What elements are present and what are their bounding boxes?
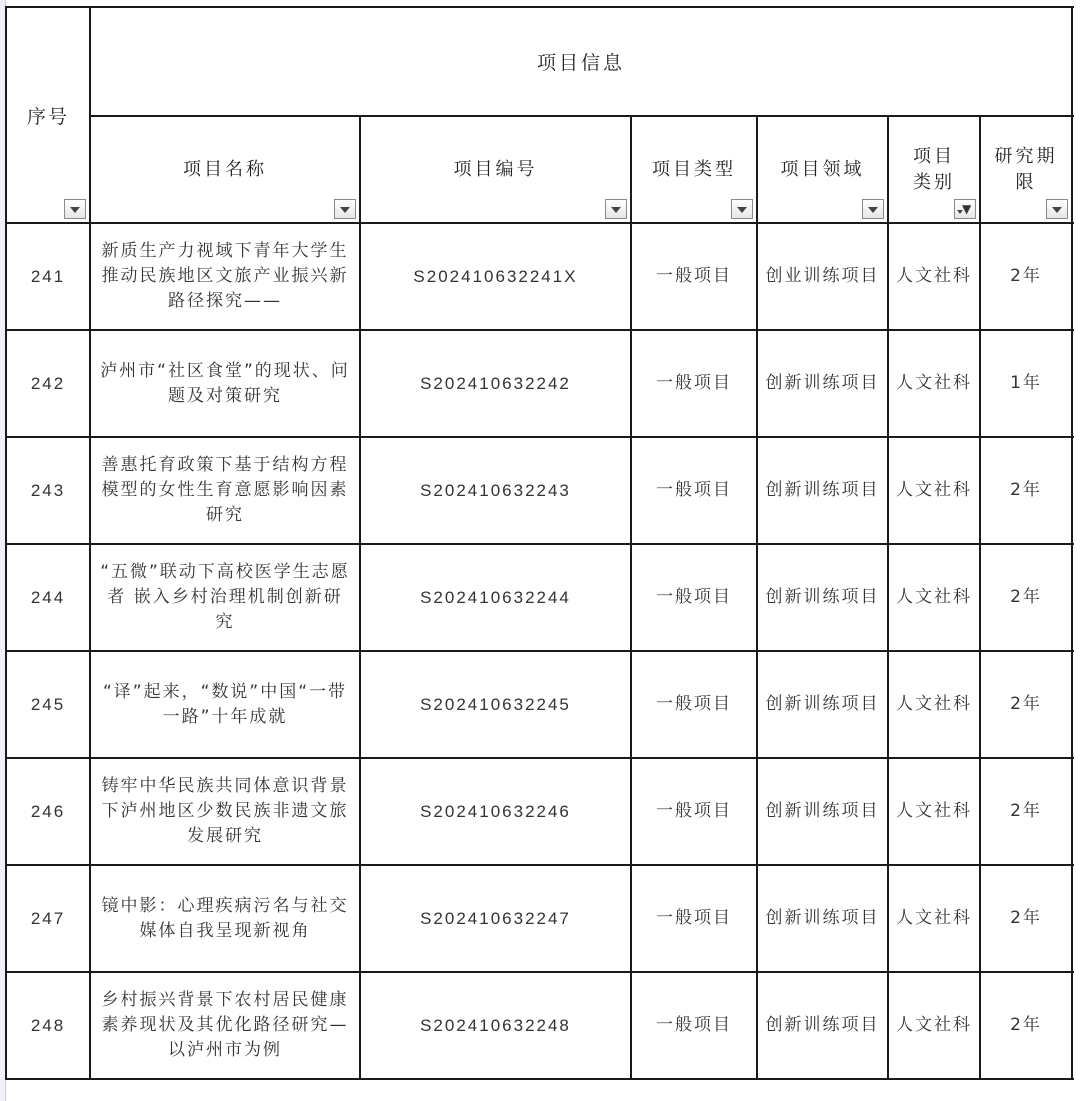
project-code-cell[interactable]	[360, 865, 631, 972]
seq-cell[interactable]	[6, 223, 90, 330]
project-name-cell[interactable]	[90, 651, 360, 758]
research-period-cell[interactable]	[980, 972, 1072, 1079]
project-code-cell[interactable]	[360, 437, 631, 544]
filter-dropdown-button[interactable]	[334, 199, 356, 219]
project-info-header[interactable]	[90, 7, 1072, 116]
seq-cell[interactable]	[6, 758, 90, 865]
column-header-label: 项目名称	[183, 158, 267, 180]
offscreen-column-edge	[1072, 544, 1074, 651]
chevron-down-icon	[868, 207, 878, 213]
table-row[interactable]	[6, 223, 1074, 330]
seq-text: 245	[30, 695, 66, 714]
offscreen-column-edge	[1072, 330, 1074, 437]
offscreen-column-edge	[1072, 437, 1074, 544]
seq-text: 241	[30, 267, 66, 286]
research-period-cell[interactable]	[980, 330, 1072, 437]
project-name-cell[interactable]	[90, 223, 360, 330]
column-header-label: 项目类别	[913, 145, 955, 193]
column-header-period[interactable]	[980, 116, 1072, 223]
project-code-text: S202410632247	[420, 909, 571, 928]
chevron-down-icon	[611, 207, 621, 213]
project-field-text: 创新训练项目	[765, 801, 880, 821]
project-field-cell[interactable]	[757, 758, 888, 865]
table-row[interactable]	[6, 758, 1074, 865]
project-field-cell[interactable]	[757, 865, 888, 972]
project-code-cell[interactable]	[360, 223, 631, 330]
table-row[interactable]	[6, 651, 1074, 758]
project-type-text: 一般项目	[656, 1015, 732, 1035]
chevron-down-icon	[737, 207, 747, 213]
chevron-down-icon	[1052, 207, 1062, 213]
seq-text: 248	[30, 1016, 66, 1035]
offscreen-column-edge	[1072, 116, 1074, 223]
project-category-cell[interactable]	[888, 758, 980, 865]
project-name-text: “译”起来，“数说”中国“一带一路”十年成就	[102, 681, 348, 727]
project-name-text: 镜中影：心理疾病污名与社交媒体自我呈现新视角	[101, 895, 349, 941]
filter-dropdown-button[interactable]	[862, 199, 884, 219]
chevron-down-icon	[340, 207, 350, 213]
project-category-text: 人文社科	[896, 1015, 972, 1035]
column-header-label: 项目编号	[453, 158, 538, 180]
column-header-label: 项目类型	[652, 158, 736, 180]
seq-text: 244	[30, 588, 66, 607]
project-category-cell[interactable]	[888, 651, 980, 758]
project-field-cell[interactable]	[757, 972, 888, 1079]
research-period-cell[interactable]	[980, 758, 1072, 865]
filter-active-button[interactable]	[954, 199, 976, 219]
table-row[interactable]	[6, 330, 1074, 437]
research-period-cell[interactable]	[980, 437, 1072, 544]
offscreen-column-edge	[1072, 758, 1074, 865]
project-name-cell[interactable]	[90, 330, 360, 437]
seq-cell[interactable]	[6, 544, 90, 651]
project-category-text: 人文社科	[896, 587, 972, 607]
column-header-type[interactable]	[631, 116, 757, 223]
project-type-text: 一般项目	[656, 266, 732, 286]
project-code-cell[interactable]	[360, 544, 631, 651]
research-period-text: 2年	[1010, 694, 1042, 714]
seq-cell[interactable]	[6, 972, 90, 1079]
project-category-text: 人文社科	[896, 373, 972, 393]
project-code-cell[interactable]	[360, 758, 631, 865]
project-type-text: 一般项目	[656, 373, 732, 393]
seq-header-cell[interactable]	[6, 7, 90, 223]
project-field-cell[interactable]	[757, 544, 888, 651]
seq-text: 246	[30, 802, 66, 821]
project-category-cell[interactable]	[888, 437, 980, 544]
project-category-cell[interactable]	[888, 972, 980, 1079]
column-header-category[interactable]	[888, 116, 980, 223]
project-table	[5, 6, 1074, 1080]
table-row[interactable]	[6, 865, 1074, 972]
project-type-text: 一般项目	[656, 694, 732, 714]
research-period-text: 2年	[1010, 1015, 1042, 1035]
project-name-cell[interactable]	[90, 865, 360, 972]
column-header-code[interactable]	[360, 116, 631, 223]
seq-cell[interactable]	[6, 330, 90, 437]
chevron-down-icon	[957, 210, 963, 214]
project-field-text: 创新训练项目	[765, 480, 880, 500]
seq-header-label: 序号	[26, 105, 69, 128]
column-header-label: 研究期限	[994, 145, 1058, 193]
project-name-cell[interactable]	[90, 758, 360, 865]
project-type-cell[interactable]	[631, 437, 757, 544]
project-code-text: S202410632245	[420, 695, 571, 714]
research-period-text: 2年	[1010, 266, 1042, 286]
filter-dropdown-button[interactable]	[605, 199, 627, 219]
project-code-text: S202410632244	[420, 588, 571, 607]
project-type-text: 一般项目	[656, 801, 732, 821]
research-period-text: 1年	[1010, 373, 1042, 393]
project-type-cell[interactable]	[631, 330, 757, 437]
project-field-text: 创新训练项目	[765, 694, 880, 714]
offscreen-column-edge	[1072, 865, 1074, 972]
project-field-text: 创新训练项目	[765, 587, 880, 607]
project-category-cell[interactable]	[888, 223, 980, 330]
project-name-text: 新质生产力视域下青年大学生推动民族地区文旅产业振兴新路径探究——	[101, 241, 349, 311]
project-name-text: 善惠托育政策下基于结构方程模型的女性生育意愿影响因素研究	[101, 455, 349, 525]
project-code-text: S202410632246	[420, 802, 571, 821]
project-type-cell[interactable]	[631, 651, 757, 758]
project-field-cell[interactable]	[757, 651, 888, 758]
chevron-down-icon	[70, 207, 80, 213]
project-type-text: 一般项目	[656, 480, 732, 500]
column-header-name[interactable]	[90, 116, 360, 223]
offscreen-column-edge	[1072, 972, 1074, 1079]
project-type-cell[interactable]	[631, 865, 757, 972]
project-field-cell[interactable]	[757, 223, 888, 330]
project-code-cell[interactable]	[360, 972, 631, 1079]
filter-dropdown-button[interactable]	[1046, 199, 1068, 219]
project-code-text: S202410632243	[420, 481, 571, 500]
project-name-text: 铸牢中华民族共同体意识背景下泸州地区少数民族非遗文旅发展研究	[101, 776, 349, 846]
project-category-cell[interactable]	[888, 330, 980, 437]
seq-cell[interactable]	[6, 651, 90, 758]
project-category-text: 人文社科	[896, 694, 972, 714]
project-name-cell[interactable]	[90, 544, 360, 651]
table-row[interactable]	[6, 437, 1074, 544]
funnel-icon: ▼	[962, 202, 975, 216]
project-info-label: 项目信息	[537, 52, 626, 74]
research-period-cell[interactable]	[980, 651, 1072, 758]
project-name-cell[interactable]	[90, 437, 360, 544]
offscreen-column-edge	[1072, 651, 1074, 758]
project-name-text: 乡村振兴背景下农村居民健康素养现状及其优化路径研究—以泸州市为例	[101, 990, 349, 1060]
project-category-text: 人文社科	[896, 908, 972, 928]
project-type-cell[interactable]	[631, 544, 757, 651]
project-category-cell[interactable]	[888, 544, 980, 651]
seq-filter-button[interactable]	[64, 199, 86, 219]
project-category-text: 人文社科	[896, 801, 972, 821]
research-period-cell[interactable]	[980, 223, 1072, 330]
research-period-cell[interactable]	[980, 544, 1072, 651]
project-code-cell[interactable]	[360, 330, 631, 437]
table-row[interactable]	[6, 972, 1074, 1079]
column-header-field[interactable]	[757, 116, 888, 223]
project-type-cell[interactable]	[631, 972, 757, 1079]
project-category-text: 人文社科	[896, 266, 972, 286]
project-code-text: S202410632242	[420, 374, 571, 393]
project-category-cell[interactable]	[888, 865, 980, 972]
project-field-text: 创新训练项目	[765, 908, 880, 928]
project-code-text: S202410632241X	[413, 267, 578, 286]
project-field-cell[interactable]	[757, 330, 888, 437]
project-name-text: “五微”联动下高校医学生志愿者 嵌入乡村治理机制创新研究	[100, 562, 350, 632]
project-category-text: 人文社科	[896, 480, 972, 500]
column-header-label: 项目领域	[780, 158, 865, 180]
project-type-text: 一般项目	[656, 908, 732, 928]
offscreen-column-edge	[1072, 7, 1074, 116]
project-code-cell[interactable]	[360, 651, 631, 758]
research-period-text: 2年	[1010, 480, 1042, 500]
research-period-text: 2年	[1010, 801, 1042, 821]
project-field-text: 创新训练项目	[765, 373, 880, 393]
seq-text: 247	[30, 909, 66, 928]
seq-cell[interactable]	[6, 865, 90, 972]
table-row[interactable]	[6, 544, 1074, 651]
research-period-text: 2年	[1010, 908, 1042, 928]
project-field-cell[interactable]	[757, 437, 888, 544]
research-period-text: 2年	[1010, 587, 1042, 607]
filter-dropdown-button[interactable]	[731, 199, 753, 219]
project-type-cell[interactable]	[631, 223, 757, 330]
project-field-text: 创新训练项目	[765, 1015, 880, 1035]
project-name-cell[interactable]	[90, 972, 360, 1079]
research-period-cell[interactable]	[980, 865, 1072, 972]
project-field-text: 创业训练项目	[765, 266, 880, 286]
seq-text: 243	[30, 481, 66, 500]
offscreen-column-edge	[1072, 223, 1074, 330]
project-code-text: S202410632248	[420, 1016, 571, 1035]
seq-text: 242	[30, 374, 66, 393]
seq-cell[interactable]	[6, 437, 90, 544]
project-type-cell[interactable]	[631, 758, 757, 865]
project-name-text: 泸州市“社区食堂”的现状、问题及对策研究	[100, 360, 350, 406]
project-type-text: 一般项目	[656, 587, 732, 607]
